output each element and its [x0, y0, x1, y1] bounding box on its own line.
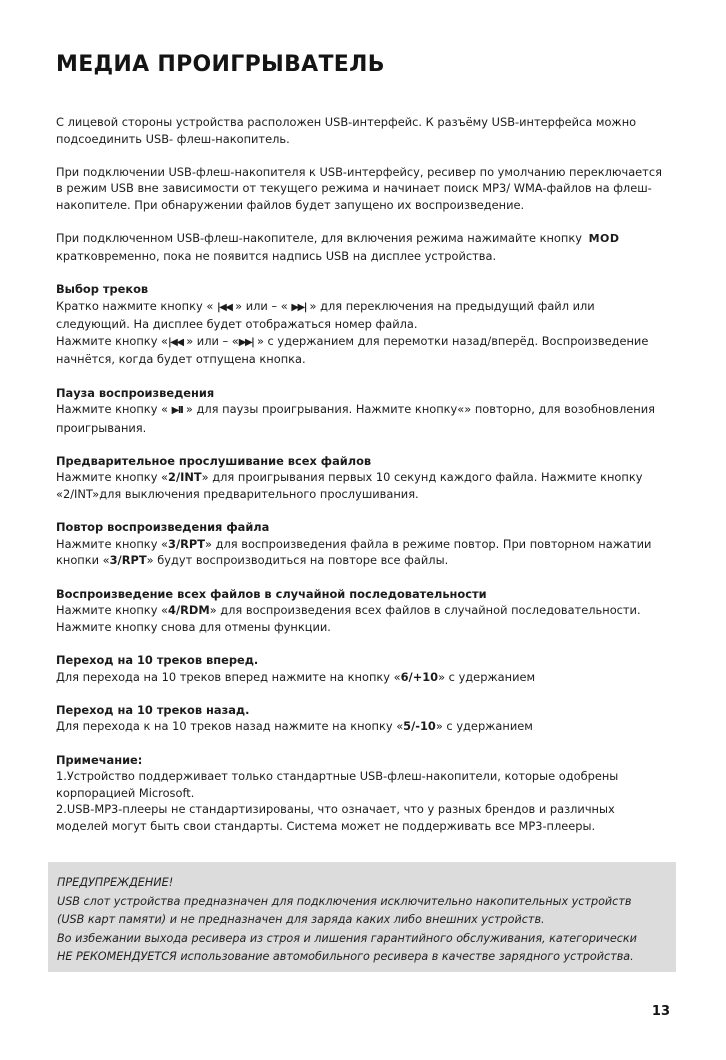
text-fragment: Для перехода к на 10 треков назад нажмите на кнопку «	[56, 719, 404, 734]
note-section	[56, 752, 668, 835]
prev-track-icon: |◀◀	[216, 301, 232, 313]
key-2-int: 2/INT	[168, 470, 202, 485]
text-fragment: Нажмите кнопку «	[56, 402, 172, 417]
repeat-heading: Повтор воспроизведения файла	[56, 520, 270, 535]
back10-section	[56, 702, 668, 735]
play-pause-icon: ▶II	[171, 405, 183, 417]
forward10-section	[56, 652, 668, 685]
forward10-heading: Переход на 10 треков вперед.	[56, 653, 259, 667]
intro-p3-text: При подключенном USB-флеш-накопителе, для включения режима нажимайте кнопку	[56, 231, 586, 246]
text-fragment: » или – «	[182, 333, 239, 348]
text-fragment: » будут воспроизводиться на повторе все файлы.	[146, 553, 449, 568]
content	[56, 114, 668, 851]
text-fragment: Нажмите кнопку «	[56, 603, 169, 618]
warning-heading: ПРЕДУПРЕЖДЕНИЕ!	[57, 876, 174, 889]
text-fragment: Нажмите кнопку «	[56, 333, 169, 348]
intro-section-3	[56, 230, 668, 264]
random-heading: Воспроизведение всех файлов в случайной последовательности	[56, 586, 487, 601]
text-fragment: Нажмите кнопку «	[56, 470, 169, 485]
warning-line-2: (USB карт памяти) и не предназначен для заряда каких либо внешних устройств.	[57, 913, 545, 927]
random-text	[56, 602, 668, 635]
track-select-text-1	[56, 298, 668, 333]
warning-box	[48, 862, 676, 972]
key-6-plus10: 6/+10	[400, 669, 439, 684]
text-fragment: » или – «	[231, 298, 292, 313]
page-title: МЕДИА ПРОИГРЫВАТЕЛЬ	[56, 52, 385, 77]
intro-paragraph-3	[56, 230, 668, 264]
preview-heading: Предварительное прослушивание всех файлов	[56, 453, 372, 468]
repeat-section	[56, 519, 668, 569]
text-fragment: » с удержанием для перемотки назад/вперёд. Воспроизведение начнётся, когда будет отпущена кнопка.	[56, 333, 649, 367]
note-item-2: 2.USB-MP3-плееры не стандартизированы, что означает, что у разных брендов и различных моделей могут быть свои стандарты. Система может не поддерживать все MP3-плееры.	[56, 802, 615, 833]
track-select-heading: Выбор треков	[56, 281, 149, 296]
text-fragment: Нажмите кнопку «	[56, 536, 169, 551]
prev-track-icon: |◀◀	[168, 336, 183, 348]
note-item-1: 1.Устройство поддерживает только стандартные USB-флеш-накопители, которые одобрены корпорацией Microsoft.	[56, 769, 619, 800]
mod-button-icon: MOD	[588, 232, 620, 246]
text-fragment: Для перехода на 10 треков вперед нажмите на кнопку «	[56, 669, 401, 684]
next-track-icon: ▶▶|	[291, 301, 306, 313]
intro-section	[56, 114, 668, 147]
key-3-rpt: 3/RPT	[109, 553, 147, 568]
text-fragment: » для проигрывания первых 10 секунд каждого файла. Нажмите кнопку «2/INT»для выключения предварительного прослушивания.	[56, 470, 643, 502]
text-fragment: » для воспроизведения всех файлов в случайной последовательности. Нажмите кнопку снова для отмены функции.	[56, 603, 641, 634]
text-fragment: » с удержанием	[438, 669, 536, 684]
intro-section-2	[56, 164, 668, 214]
text-fragment: » с удержанием	[435, 719, 533, 734]
repeat-text	[56, 536, 668, 569]
intro-paragraph-2: При подключении USB-флеш-накопителя к USB-интерфейсу, ресивер по умолчанию переключается в режим USB вне зависимости от текущего режима и начинает поиск MP3/ WMA-файлов на флеш-накопителе. При обнаружении файлов будет запущено их воспроизведение.	[56, 164, 662, 212]
text-fragment: » для воспроизведения файла в режиме повтор. При повторном нажатии кнопки «	[56, 536, 652, 568]
text-fragment: Кратко нажмите кнопку «	[56, 298, 217, 313]
forward10-text	[56, 669, 668, 686]
pause-section	[56, 385, 668, 437]
preview-section	[56, 453, 668, 503]
back10-heading: Переход на 10 треков назад.	[56, 702, 250, 717]
key-4-rdm: 4/RDM	[168, 603, 210, 618]
warning-line-1: USB слот устройства предназначен для подключения исключительно накопительных устройств	[57, 894, 632, 908]
warning-line-4: НЕ РЕКОМЕНДУЕТСЯ использование автомобильного ресивера в качестве зарядного устройства.	[57, 950, 634, 964]
page-number: 13	[651, 1004, 670, 1019]
key-5-minus10: 5/-10	[403, 719, 436, 734]
text-fragment: » для переключения на предыдущий файл или следующий. На дисплее будет отображаться номер файла.	[56, 298, 595, 332]
note-heading: Примечание:	[56, 752, 143, 767]
pause-heading: Пауза воспроизведения	[56, 385, 215, 400]
intro-p3-text-2: кратковременно, пока не появится надпись USB на дисплее устройства.	[56, 248, 497, 263]
intro-paragraph-1: С лицевой стороны устройства расположен USB-интерфейс. К разъёму USB-интерфейса можно подсоединить USB- флеш-накопитель.	[56, 115, 637, 146]
track-select-section	[56, 281, 668, 368]
key-3-rpt: 3/RPT	[168, 536, 206, 551]
warning-line-3: Во избежании выхода ресивера из строя и лишения гарантийного обслуживания, категорически	[57, 931, 637, 945]
random-section	[56, 586, 668, 636]
back10-text	[56, 718, 668, 735]
next-track-icon: ▶▶|	[238, 336, 254, 348]
preview-text	[56, 469, 668, 502]
pause-text	[56, 401, 668, 436]
text-fragment: » для паузы проигрывания. Нажмите кнопку«» повторно, для возобновления проигрывания.	[56, 402, 655, 435]
track-select-text-2	[56, 333, 668, 368]
